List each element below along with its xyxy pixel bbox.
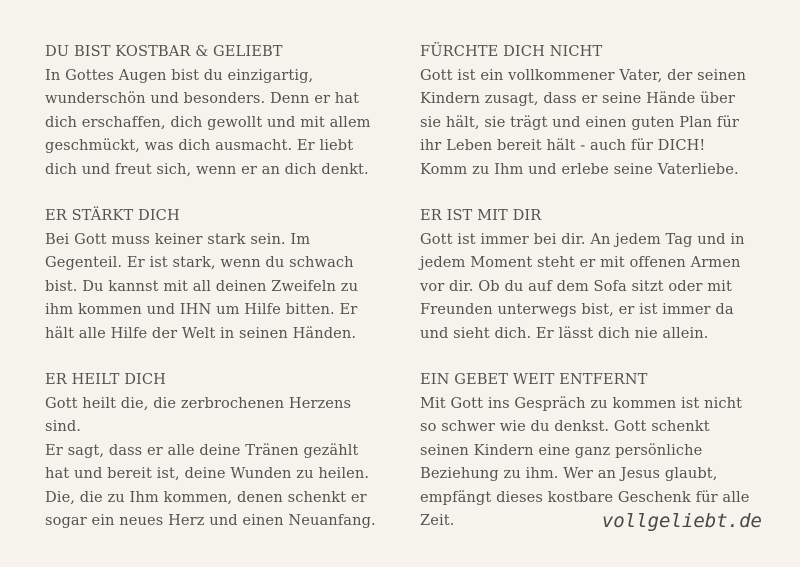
section-body: Mit Gott ins Gespräch zu kommen ist nicht so schwer wie du denkst. Gott schenkt seinen Kindern eine ganz persönliche Beziehung zu ihm. Wer an Jesus glaubt, empfängt dieses kostbare Geschenk für alle Zeit.: [420, 394, 750, 529]
section-body: Gott heilt die, die zerbrochenen Herzens sind. Er sagt, dass er alle deine Tränen gezählt hat und bereit ist, deine Wunden zu heilen. Die, die zu Ihm kommen, denen schenkt er sogar ein neues Herz und einen Neuanfang.: [45, 394, 376, 529]
section-heilt-dich: [45, 368, 393, 533]
section-fuerchte-dich-nicht: [420, 40, 768, 181]
right-column: [420, 40, 768, 556]
section-heading: DU BIST KOSTBAR & GELIEBT: [45, 43, 283, 60]
section-heading: ER HEILT DICH: [45, 371, 166, 388]
section-ist-mit-dir: [420, 204, 768, 345]
section-kostbar-geliebt: [45, 40, 393, 181]
section-staerkt-dich: [45, 204, 393, 345]
footer-signature: vollgeliebt.de: [601, 510, 762, 532]
section-body: Gott ist ein vollkommener Vater, der seinen Kindern zusagt, dass er seine Hände über sie hält, sie trägt und einen guten Plan für ihr Leben bereit hält - auch für DICH! Komm zu Ihm und erlebe seine Vaterliebe.: [420, 66, 746, 178]
section-body: In Gottes Augen bist du einzigartig, wunderschön und besonders. Denn er hat dich erschaffen, dich gewollt und mit allem geschmückt, was dich ausmacht. Er liebt dich und freut sich, wenn er an dich denkt.: [45, 66, 371, 178]
section-heading: ER STÄRKT DICH: [45, 207, 180, 224]
section-heading: EIN GEBET WEIT ENTFERNT: [420, 371, 648, 388]
section-body: Bei Gott muss keiner stark sein. Im Gegenteil. Er ist stark, wenn du schwach bist. Du kannst mit all deinen Zweifeln zu ihm kommen und IHN um Hilfe bitten. Er hält alle Hilfe der Welt in seinen Händen.: [45, 230, 359, 342]
section-gebet-weit-entfernt: [420, 368, 768, 533]
section-heading: ER IST MIT DIR: [420, 207, 542, 224]
section-heading: FÜRCHTE DICH NICHT: [420, 43, 603, 60]
left-column: [45, 40, 393, 556]
section-body: Gott ist immer bei dir. An jedem Tag und in jedem Moment steht er mit offenen Armen vor dir. Ob du auf dem Sofa sitzt oder mit Freunden unterwegs bist, er ist immer da und sieht dich. Er lässt dich nie allein.: [420, 230, 745, 342]
